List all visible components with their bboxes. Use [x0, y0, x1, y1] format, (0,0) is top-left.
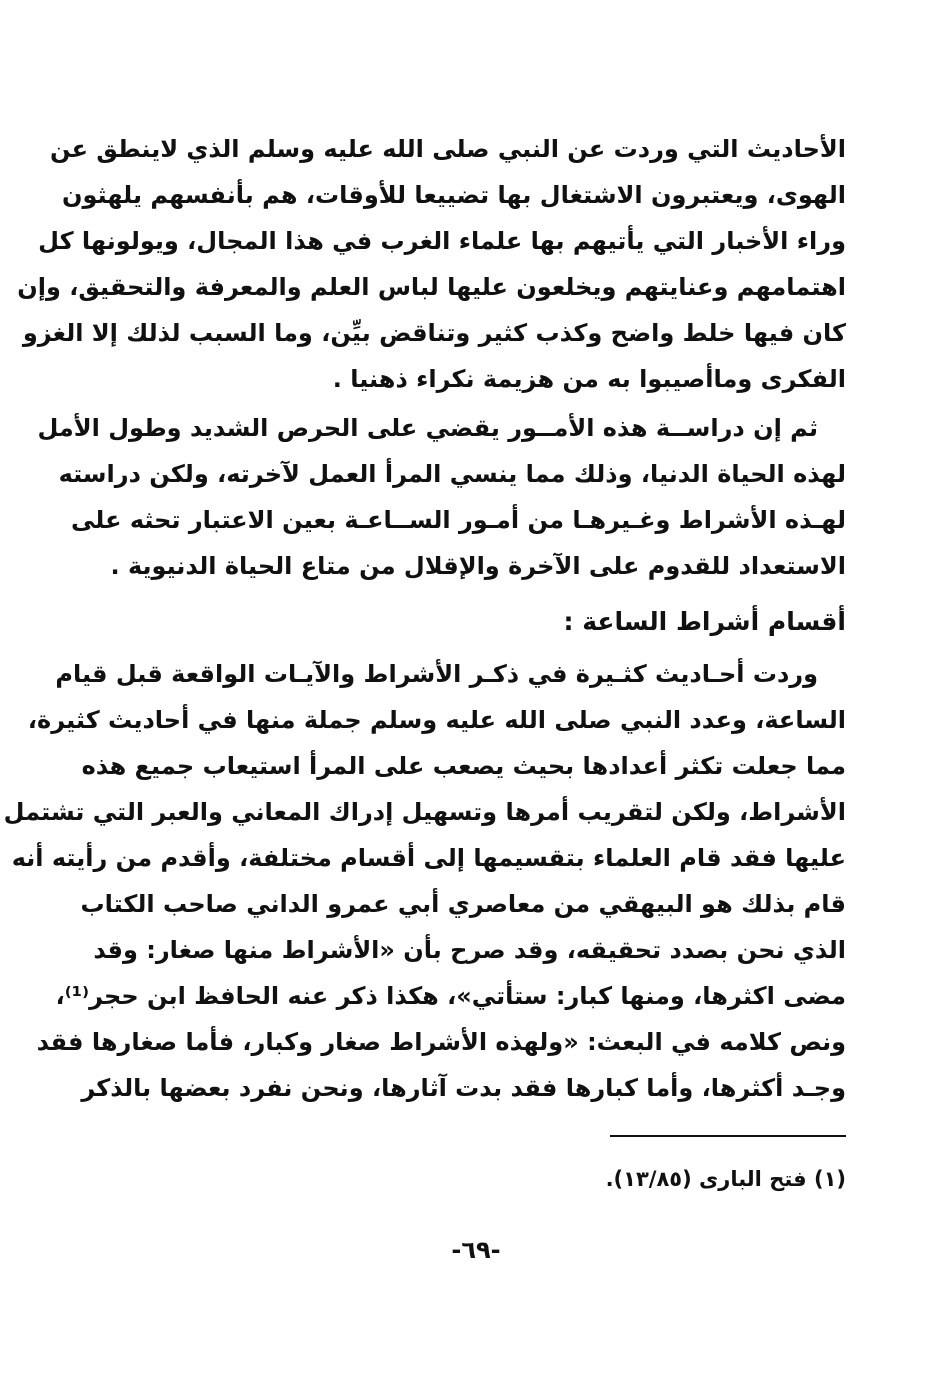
text-line: الأحاديث التي وردت عن النبي صلى الله عليه وسلم الذي لاينطق عن: [50, 135, 846, 163]
text-line: ثم إن دراســة هذه الأمــور يقضي على الحرص الشديد وطول الأمل: [37, 414, 818, 442]
text-line: مما جعلت تكثر أعدادها بحيث يصعب على المرأ استيعاب جميع هذه: [81, 752, 846, 780]
text-line: مضى اكثرها، ومنها كبار: ستأتي»، هكذا ذكر عنه الحافظ ابن حجر⁽¹⁾،: [55, 982, 846, 1010]
section-heading: أقسام أشراط الساعة :: [563, 607, 846, 636]
text-line: وراء الأخبار التي يأتيهم بها علماء الغرب في هذا المجال، ويولونها كل: [38, 227, 846, 255]
text-line: الأشراط، ولكن لتقريب أمرها وتسهيل إدراك المعاني والعبر التي تشتمل: [3, 798, 846, 826]
text-line: ونص كلامه في البعث: «ولهذه الأشراط صغار وكبار، فأما صغارها فقد: [36, 1028, 846, 1056]
text-line: اهتمامهم وعنايتهم ويخلعون عليها لباس العلم والمعرفة والتحقيق، وإن: [17, 273, 846, 301]
text-line: عليها فقد قام العلماء بتقسيمها إلى أقسام مختلفة، وأقدم من رأيته أنه: [11, 844, 846, 872]
text-line: وردت أحـاديث كثـيرة في ذكـر الأشراط والآيـات الواقعة قبل قيام: [55, 660, 818, 688]
text-line: الاستعداد للقدوم على الآخرة والإقلال من متاع الحياة الدنيوية .: [110, 552, 846, 580]
paragraph-3: [3, 651, 846, 1111]
page-number: -٦٩-: [451, 1236, 501, 1264]
text-line: وجـد أكثرها، وأما كبارها فقد بدت آثارها، ونحن نفرد بعضها بالذكر: [81, 1074, 846, 1102]
text-line: الساعة، وعدد النبي صلى الله عليه وسلم جملة منها في أحاديث كثيرة،: [27, 706, 846, 734]
text-line: قام بذلك هو البيهقي من معاصري أبي عمرو الداني صاحب الكتاب: [80, 890, 846, 918]
text-line: لهذه الحياة الدنيا، وذلك مما ينسي المرأ العمل لآخرته، ولكن دراسته: [58, 460, 846, 488]
paragraph-2: [37, 405, 846, 589]
paragraph-1: [17, 126, 846, 402]
text-line: الذي نحن بصدد تحقيقه، وقد صرح بأن «الأشراط منها صغار: وقد: [93, 936, 846, 964]
text-line: لهـذه الأشراط وغـيرهـا من أمـور الســاعـة بعين الاعتبار تحثه على: [70, 506, 846, 534]
text-line: كان فيها خلط واضح وكذب كثير وتناقض بيِّن، وما السبب لذلك إلا الغزو: [22, 319, 846, 347]
footnote: (١) فتح البارى (١٣/٨٥).: [605, 1167, 846, 1191]
text-line: الهوى، ويعتبرون الاشتغال بها تضييعا للأوقات، هم بأنفسهم يلهثون: [62, 181, 846, 209]
footnote-divider: [610, 1135, 846, 1137]
text-line: الفكرى وماأصيبوا به من هزيمة نكراء ذهنيا .: [332, 365, 846, 393]
